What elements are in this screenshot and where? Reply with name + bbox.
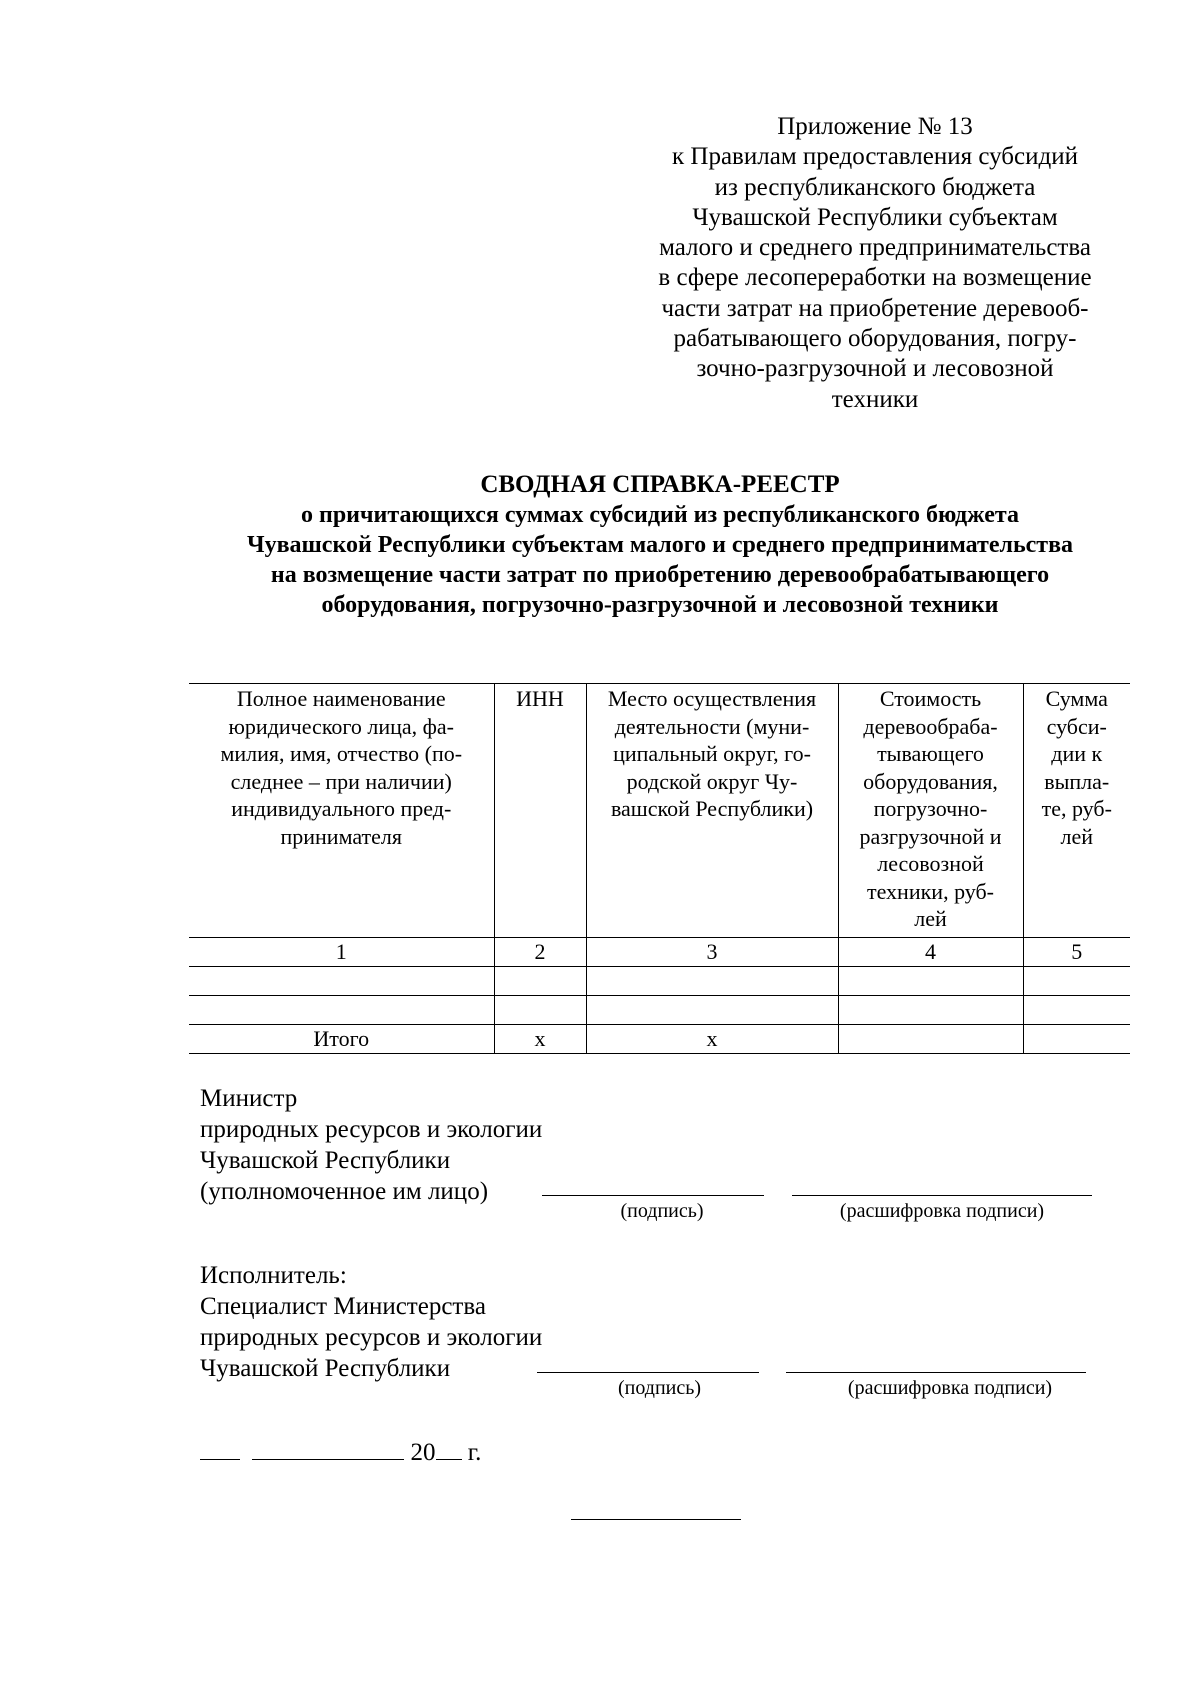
column-number-row [189, 938, 1130, 967]
header-equipment-cost: Стоимость деревообраба- тывающего оборудования, погрузочно- разгрузочной и лесовозной техники, руб- лей [838, 684, 1023, 938]
appendix-line: в сфере лесопереработки на возмещение [658, 264, 1092, 292]
executor-line: Специалист Министерства [200, 1293, 486, 1320]
column-number: 4 [838, 938, 1023, 967]
appendix-line: малого и среднего предпринимательства [659, 234, 1091, 262]
minister-decoding-caption: (расшифровка подписи) [839, 1200, 1045, 1222]
total-cell [1023, 1025, 1130, 1054]
minister-signature-line [542, 1195, 764, 1196]
column-number: 3 [586, 938, 838, 967]
appendix-line: Приложение № 13 [777, 113, 973, 140]
closing-separator-line [571, 1519, 741, 1520]
date-year-prefix: 20 [410, 1439, 436, 1466]
header-inn: ИНН [494, 684, 586, 938]
table-row [189, 967, 1130, 996]
table-cell [1023, 967, 1130, 996]
document-subtitle-line: оборудования, погрузочно-разгрузочной и лесовозной техники [321, 592, 999, 618]
column-number: 1 [189, 938, 494, 967]
table-header-row [189, 684, 1130, 938]
table-cell [189, 996, 494, 1025]
table-cell [586, 996, 838, 1025]
executor-signature-caption: (подпись) [617, 1377, 702, 1399]
total-label: Итого [189, 1025, 494, 1054]
table-cell [1023, 996, 1130, 1025]
executor-block [200, 1260, 542, 1384]
appendix-header [640, 112, 1110, 415]
header-full-name: Полное наименование юридического лица, фа- милия, имя, отчество (по- следнее – при наличии) индивидуального пред- принимателя [189, 684, 494, 938]
table-cell [838, 996, 1023, 1025]
registry-table [189, 683, 1130, 1054]
appendix-line: к Правилам предоставления субсидий [672, 143, 1078, 171]
table-cell [494, 967, 586, 996]
appendix-line: зочно-разгрузочной и лесовозной [696, 355, 1054, 383]
minister-signature-caption: (подпись) [620, 1200, 704, 1222]
date-year-blank [436, 1437, 462, 1460]
appendix-line: части затрат на приобретение деревооб- [661, 294, 1089, 322]
minister-block [200, 1083, 542, 1207]
minister-line: Министр [200, 1085, 298, 1112]
document-subtitle-line: о причитающихся суммах субсидий из республиканского бюджета [301, 502, 1019, 528]
executor-decoding-line [786, 1372, 1086, 1373]
document-main-title: СВОДНАЯ СПРАВКА-РЕЕСТР [480, 471, 840, 498]
column-number: 5 [1023, 938, 1130, 967]
total-row [189, 1025, 1130, 1054]
document-subtitle-line: на возмещение части затрат по приобретению деревообрабатывающего [270, 562, 1050, 588]
header-subsidy-amount: Сумма субси- дии к выпла- те, руб- лей [1023, 684, 1130, 938]
total-cell [838, 1025, 1023, 1054]
document-title [150, 470, 1170, 620]
executor-line: природных ресурсов и экологии [200, 1324, 543, 1351]
table-cell [838, 967, 1023, 996]
header-location: Место осуществления деятельности (муни- ципальный округ, го- родской округ Чу- вашской Республики) [586, 684, 838, 938]
table-cell [586, 967, 838, 996]
minister-decoding-line [792, 1195, 1092, 1196]
appendix-line: рабатывающего оборудования, погру- [673, 325, 1077, 353]
executor-line: Исполнитель: [200, 1262, 347, 1289]
table-cell [494, 996, 586, 1025]
executor-signature-line [537, 1372, 759, 1373]
minister-line: природных ресурсов и экологии [200, 1116, 543, 1143]
date-field [200, 1437, 481, 1468]
appendix-line: из республиканского бюджета [714, 173, 1036, 201]
table-row [189, 996, 1130, 1025]
document-subtitle-line: Чувашской Республики субъектам малого и среднего предпринимательства [246, 532, 1074, 558]
date-day-blank [200, 1437, 240, 1460]
date-month-blank [252, 1437, 404, 1460]
executor-line: Чувашской Республики [200, 1355, 451, 1382]
column-number: 2 [494, 938, 586, 967]
total-cell: х [494, 1025, 586, 1054]
appendix-line: техники [831, 385, 919, 413]
table-cell [189, 967, 494, 996]
total-cell: х [586, 1025, 838, 1054]
date-year-suffix: г. [467, 1439, 482, 1466]
executor-decoding-caption: (расшифровка подписи) [847, 1377, 1053, 1399]
minister-line: (уполномоченное им лицо) [200, 1178, 489, 1205]
minister-line: Чувашской Республики [200, 1147, 451, 1174]
appendix-line: Чувашской Республики субъектам [692, 203, 1058, 231]
